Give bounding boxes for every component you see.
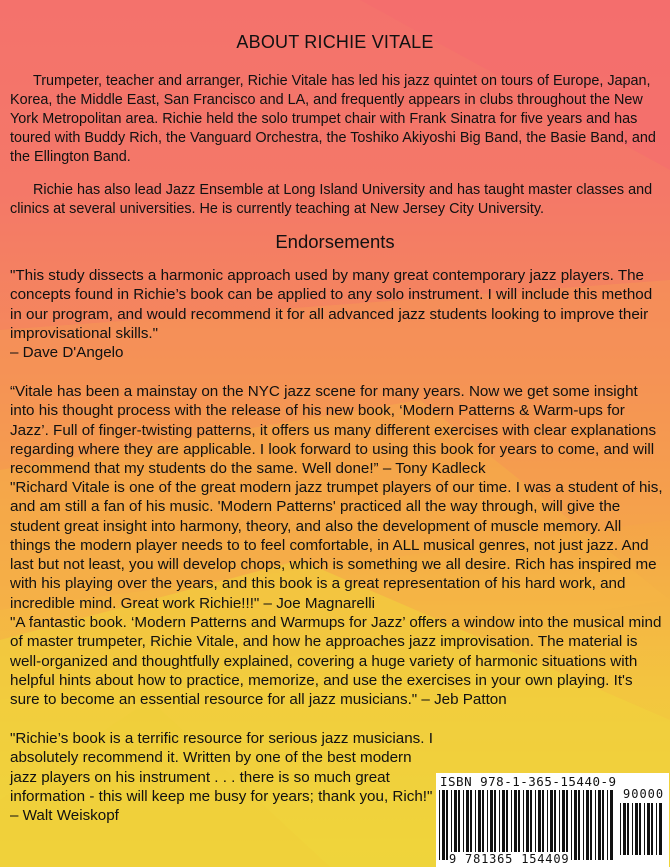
endorsement-jeb-patton [10,613,664,709]
endorsement-quote: "A fantastic book. ‘Modern Patterns and Warmups for Jazz’ offers a window into the musical mind of master trumpeter, Richie Vitale, and how he approaches jazz improvisation. The material is well-organized and thoughtfully explained, covering a huge variety of harmonic situations with helpful hints about how to practice, memorize, and use the exercises in your own playing. It's sure to become an essential resource for all jazz musicians." – Jeb Patton [10,614,662,709]
barcode-bar [475,790,476,860]
barcode-bar [502,790,505,860]
barcode-bar [627,803,629,855]
barcode-bar [470,790,472,860]
barcode-bar [639,803,641,855]
barcode-bar [590,790,592,860]
barcode-bar [566,790,568,860]
bio-paragraph-2: Richie has also lead Jazz Ensemble at Long Island University and has taught master classes and clinics at several universities. He is currently teaching at New Jersey City University. [10,182,653,217]
barcode-bar [523,790,524,860]
barcode-bar [530,790,532,860]
endorsement-joe-magnarelli [10,478,664,613]
barcode-bar [651,803,653,855]
barcode-bar [463,790,464,860]
barcode-bar [574,790,577,860]
barcode-bar [632,803,633,855]
endorsement-dave-dangelo [10,266,664,362]
barcode-bar [446,790,448,860]
endorsement-quote: "Richie’s book is a terrific resource for serious jazz musicians. I absolutely recommend it. Written by one of the best modern jazz players on his instrument . . . there is so much great information - this will keep me busy for years; thank you, Rich!" [10,730,433,805]
barcode-bar [490,790,493,860]
barcode-bar [620,803,621,855]
barcode-bar [554,790,556,860]
barcode-bar [511,790,512,860]
barcode-bar [583,790,584,860]
barcode-bar [518,790,520,860]
about-title: ABOUT RICHIE VITALE [236,32,434,52]
barcode-bar [506,790,508,860]
barcode-bar [610,790,613,860]
barcode-bar [538,790,541,860]
barcode-bar [598,790,601,860]
endorsements-heading: Endorsements [275,231,395,252]
barcode-bar [559,790,560,860]
endorsement-tony-kadleck [10,382,664,478]
barcode-bar [647,803,650,855]
barcode-bar [454,790,457,860]
endorsement-quote: "Richard Vitale is one of the great modern jazz trumpet players of our time. I was a student of his, and am still a fan of his music. 'Modern Patterns' practiced all the way through, will give the student great insight into harmony, theory, and also the development of muscle memory. All things the modern player needs to to feel comfortable, in ALL musical genres, not just jazz. And last but not least, you will develop chops, which is something we all desire. Rich has inspired me with his playing over the years, and this book is a great representation of his hard work, and incredible mind. Great work Richie!!!" – Joe Magnarelli [10,479,663,612]
barcode-bar [494,790,496,860]
barcode-bar [656,803,657,855]
barcode-bar [535,790,536,860]
barcode-bar [458,790,460,860]
isbn-barcode [436,773,669,867]
barcode-bar [607,790,608,860]
barcode-bar [571,790,572,860]
barcode-bar [578,790,580,860]
barcode-bar [514,790,517,860]
barcode-bar [451,790,452,860]
barcode-bar [542,790,544,860]
barcode-bar [562,790,565,860]
price-barcode-bars [619,803,665,855]
barcode-bar [442,790,445,860]
barcode-bar [602,790,604,860]
endorsement-quote: "This study dissects a harmonic approach used by many great contemporary jazz players. The concepts found in Richie’s book can be applied to any solo instrument. I will include this method in our program, and would recommend it for all advanced jazz students looking to improve their improvisational skills." [10,267,653,342]
endorsement-author: – Dave D'Angelo [10,344,124,362]
barcode-bar [659,803,662,855]
barcode-bar [466,790,469,860]
barcode-bar [644,803,645,855]
barcode-bar [499,790,500,860]
barcode-bar [547,790,548,860]
barcode-bar [482,790,484,860]
endorsement-walt-weiskopf [10,729,440,825]
bio-paragraph-1: Trumpeter, teacher and arranger, Richie Vitale has led his jazz quintet on tours of Europe, Japan, Korea, the Middle East, San Francisco and LA, and frequently appears in clubs throughout the New York Metropolitan area. Richie held the solo trumpet chair with Frank Sinatra for five years and has toured with Buddy Rich, the Vanguard Orchestra, the Toshiko Akiyoshi Big Band, the Basie Band, and the Ellington Band. [10,73,656,165]
barcode-bars [438,790,616,860]
isbn-number: ISBN 978-1-365-15440-9 [440,774,617,789]
endorsement-quote: “Vitale has been a mainstay on the NYC jazz scene for many years. Now we get some insight into his thought process with the release of his new book, ‘Modern Patterns & Warm-ups for Jazz’. Full of finger-twisting patterns, it offers us many different exercises with clear explanations regarding where they are applicable. I look forward to using this book for years to come, and will recommend that my students do the same. Well done!” – Tony Kadleck [10,383,657,478]
barcode-bar [487,790,488,860]
barcode-bar [595,790,596,860]
barcode-digits: 9 781365 154409 [449,852,570,866]
barcode-bar [478,790,481,860]
barcode-bar [550,790,553,860]
barcode-bar [635,803,638,855]
price-code: 90000 [623,787,665,801]
barcode-bar [526,790,529,860]
endorsement-author: – Walt Weiskopf [10,807,119,825]
barcode-bar [439,790,440,860]
barcode-bar [623,803,626,855]
barcode-bar [586,790,589,860]
